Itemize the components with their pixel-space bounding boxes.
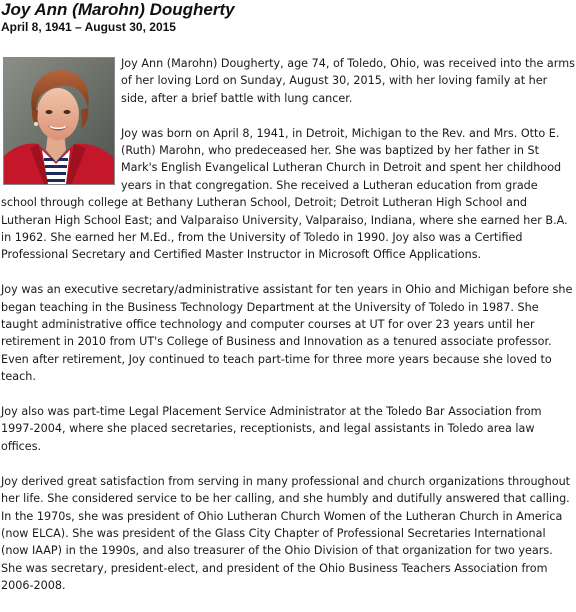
obituary-body: [1, 55, 575, 612]
portrait-photo: [3, 57, 115, 185]
paragraph-career: Joy was an executive secretary/administrative assistant for ten years in Ohio and Michigan before she began teaching in the Business Technology Department at the University of Toledo in 1987. She taught administrative office technology and computer courses at UT for over 23 years until her retirement in 2010 from UT's College of Business and Innovation as a tenured associate professor. Even after retirement, Joy continued to teach part-time for three more years because she loved to teach.: [1, 283, 573, 384]
paragraph-legal-placement: Joy also was part-time Legal Placement Service Administrator at the Toledo Bar Association from 1997-2004, where she placed secretaries, receptionists, and legal assistants in Toledo area law offices.: [1, 405, 542, 453]
paragraph-intro: Joy Ann (Marohn) Dougherty, age 74, of Toledo, Ohio, was received into the arms of her loving Lord on Sunday, August 30, 2015, with her loving family at her side, after a brief battle with lung cancer.: [121, 57, 575, 105]
paragraph-service: Joy derived great satisfaction from serving in many professional and church organizations throughout her life. She considered service to be her calling, and she humbly and dutifully answered that calling. In the 1970s, she was president of Ohio Lutheran Church Women of the Lutheran Church in America (now ELCA). She was president of the Glass City Chapter of Professional Secretaries International (now IAAP) in the 1990s, and also treasurer of the Ohio Division of that organization for two years. She was secretary, president-elect, and president of the Ohio Business Teachers Association from 2006-2008.: [1, 474, 571, 593]
paragraph-early-life: Joy was born on April 8, 1941, in Detroit, Michigan to the Rev. and Mrs. Otto E. (Ruth) Marohn, who predeceased her. She was baptized by her father in St Mark's English Evangelical Lutheran Church in Detroit and spent her childhood years in that congregation. She received a Lutheran education from grade school through college at Bethany Lutheran School, Detroit; Detroit Lutheran High School and Lutheran High School East; and Valparaiso University, Valparaiso, Indiana, where she earned her B.A. in 1962. She earned her M.Ed., from the University of Toledo in 1990. Joy also was a Certified Professional Secretary and Certified Master Instructor in Microsoft Office Applications.: [1, 126, 568, 262]
life-dates: April 8, 1941 – August 30, 2015: [1, 20, 176, 34]
portrait-image: [4, 58, 114, 184]
obituary-header: [1, 0, 575, 35]
page-title: Joy Ann (Marohn) Dougherty: [1, 0, 235, 19]
